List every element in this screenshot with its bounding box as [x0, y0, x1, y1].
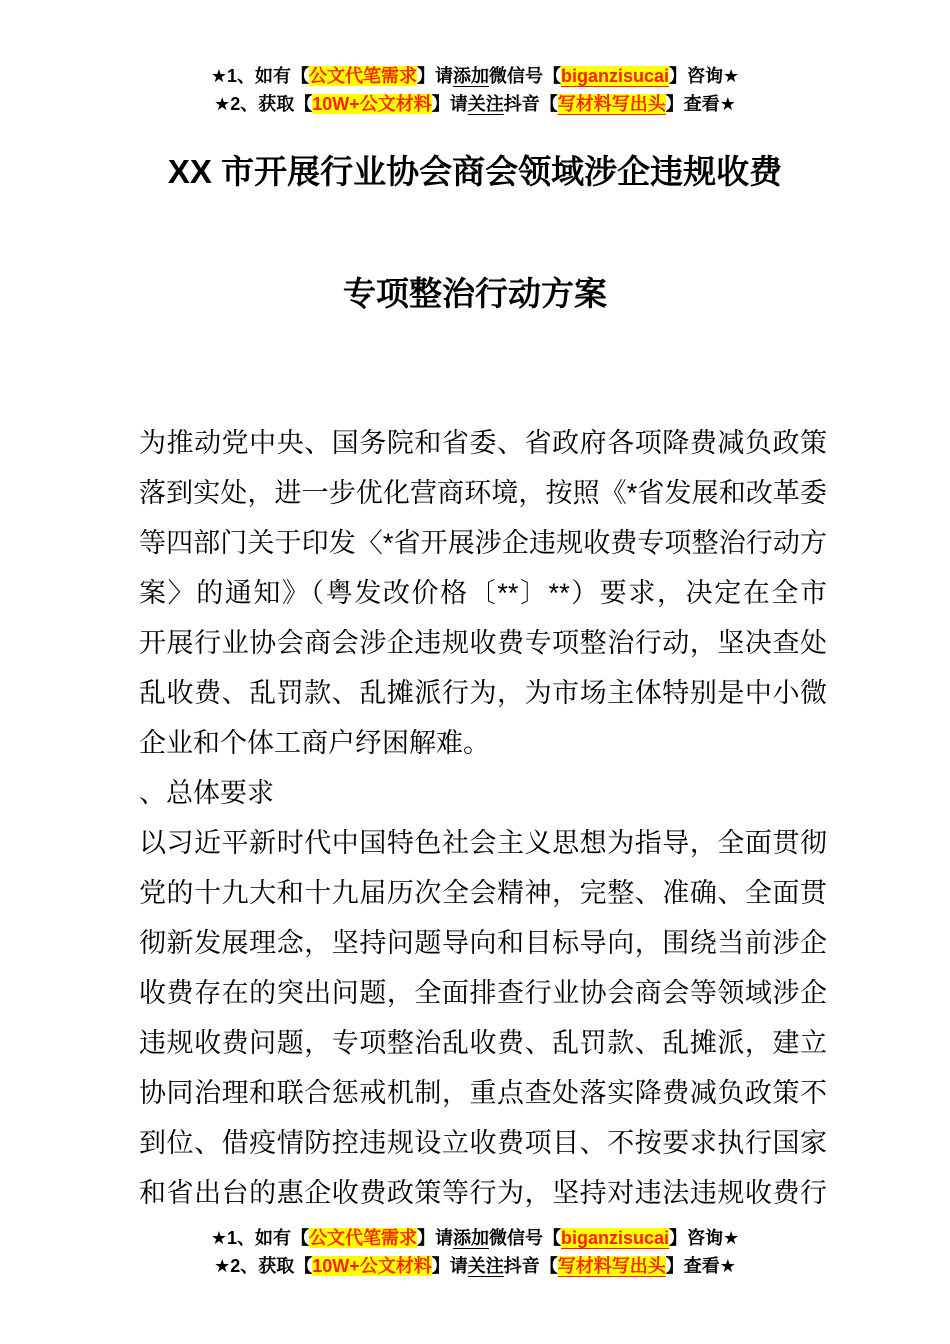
footer-notice — [0, 1224, 950, 1280]
body-text-line: 乱收费、乱罚款、乱摊派行为，为市场主体特别是中小微 — [139, 678, 827, 708]
notice-segment: 写材料写出头 — [557, 1256, 666, 1276]
notice-segment: 】咨询★ — [669, 1228, 740, 1248]
notice-segment: 抖音【 — [503, 94, 558, 114]
notice-segment: ★2、获取【 — [214, 1256, 313, 1276]
notice-segment: 】查看★ — [665, 1256, 736, 1276]
notice-segment: ★1、如有【 — [210, 1228, 309, 1248]
notice-segment: 公文代笔需求 — [308, 1228, 417, 1248]
body-text-line: 落到实处，进一步优化营商环境，按照《*省发展和改革委 — [139, 478, 827, 508]
body-text-line: 违规收费问题，专项整治乱收费、乱罚款、乱摊派，建立 — [139, 1028, 827, 1058]
body-text-line: 为推动党中央、国务院和省委、省政府各项降费减负政策 — [139, 428, 827, 458]
notice-segment: 添加 — [452, 1228, 489, 1248]
body-text-line: 协同治理和联合惩戒机制，重点查处落实降费减负政策不 — [139, 1078, 827, 1108]
body-text-line: 开展行业协会商会涉企违规收费专项整治行动，坚决查处 — [139, 628, 827, 658]
notice-line — [0, 90, 950, 118]
body-text-line: 、总体要求 — [139, 778, 274, 808]
notice-line — [0, 1252, 950, 1280]
notice-segment: 关注 — [467, 1256, 504, 1276]
body-text-line: 收费存在的突出问题，全面排查行业协会商会等领域涉企 — [139, 978, 827, 1008]
notice-segment: 】请 — [416, 66, 453, 86]
notice-segment: 】查看★ — [665, 94, 736, 114]
document-body — [139, 418, 827, 1218]
notice-line — [0, 1224, 950, 1252]
notice-segment: biganzisucai — [560, 66, 670, 86]
notice-segment: 公文代笔需求 — [308, 66, 417, 86]
body-text-line: 企业和个体工商户纾困解难。 — [139, 728, 490, 758]
notice-segment: 10W+公文材料 — [312, 94, 432, 114]
notice-segment: ★2、获取【 — [214, 94, 313, 114]
body-text-line: 等四部门关于印发〈*省开展涉企违规收费专项整治行动方 — [139, 528, 827, 558]
body-text-line: 案〉的通知》（粤发改价格〔**〕**）要求，决定在全市 — [139, 578, 827, 608]
notice-segment: 】咨询★ — [669, 66, 740, 86]
notice-segment: 10W+公文材料 — [312, 1256, 432, 1276]
notice-segment: 微信号【 — [488, 66, 561, 86]
body-text-line: 以习近平新时代中国特色社会主义思想为指导，全面贯彻 — [139, 828, 827, 858]
notice-segment: biganzisucai — [560, 1228, 670, 1248]
header-notice — [0, 0, 950, 118]
document-title-line-1: XX 市开展行业协会商会领域涉企违规收费 — [167, 153, 783, 190]
notice-line — [0, 62, 950, 90]
notice-segment: 抖音【 — [503, 1256, 558, 1276]
notice-segment: 】请 — [416, 1228, 453, 1248]
document-title-line-2: 专项整治行动方案 — [343, 275, 607, 312]
notice-segment: 】请 — [431, 1256, 468, 1276]
notice-segment: 关注 — [467, 94, 504, 114]
body-text-line: 到位、借疫情防控违规设立收费项目、不按要求执行国家 — [139, 1128, 827, 1158]
notice-segment: 】请 — [431, 94, 468, 114]
notice-segment: 写材料写出头 — [557, 94, 666, 114]
notice-segment: 添加 — [452, 66, 489, 86]
body-text-line: 党的十九大和十九届历次全会精神，完整、准确、全面贯 — [139, 878, 827, 908]
body-text-line: 和省出台的惠企收费政策等行为，坚持对违法违规收费行 — [139, 1178, 827, 1208]
body-text-line: 彻新发展理念，坚持问题导向和目标导向，围绕当前涉企 — [139, 928, 827, 958]
notice-segment: ★1、如有【 — [210, 66, 309, 86]
notice-segment: 微信号【 — [488, 1228, 561, 1248]
